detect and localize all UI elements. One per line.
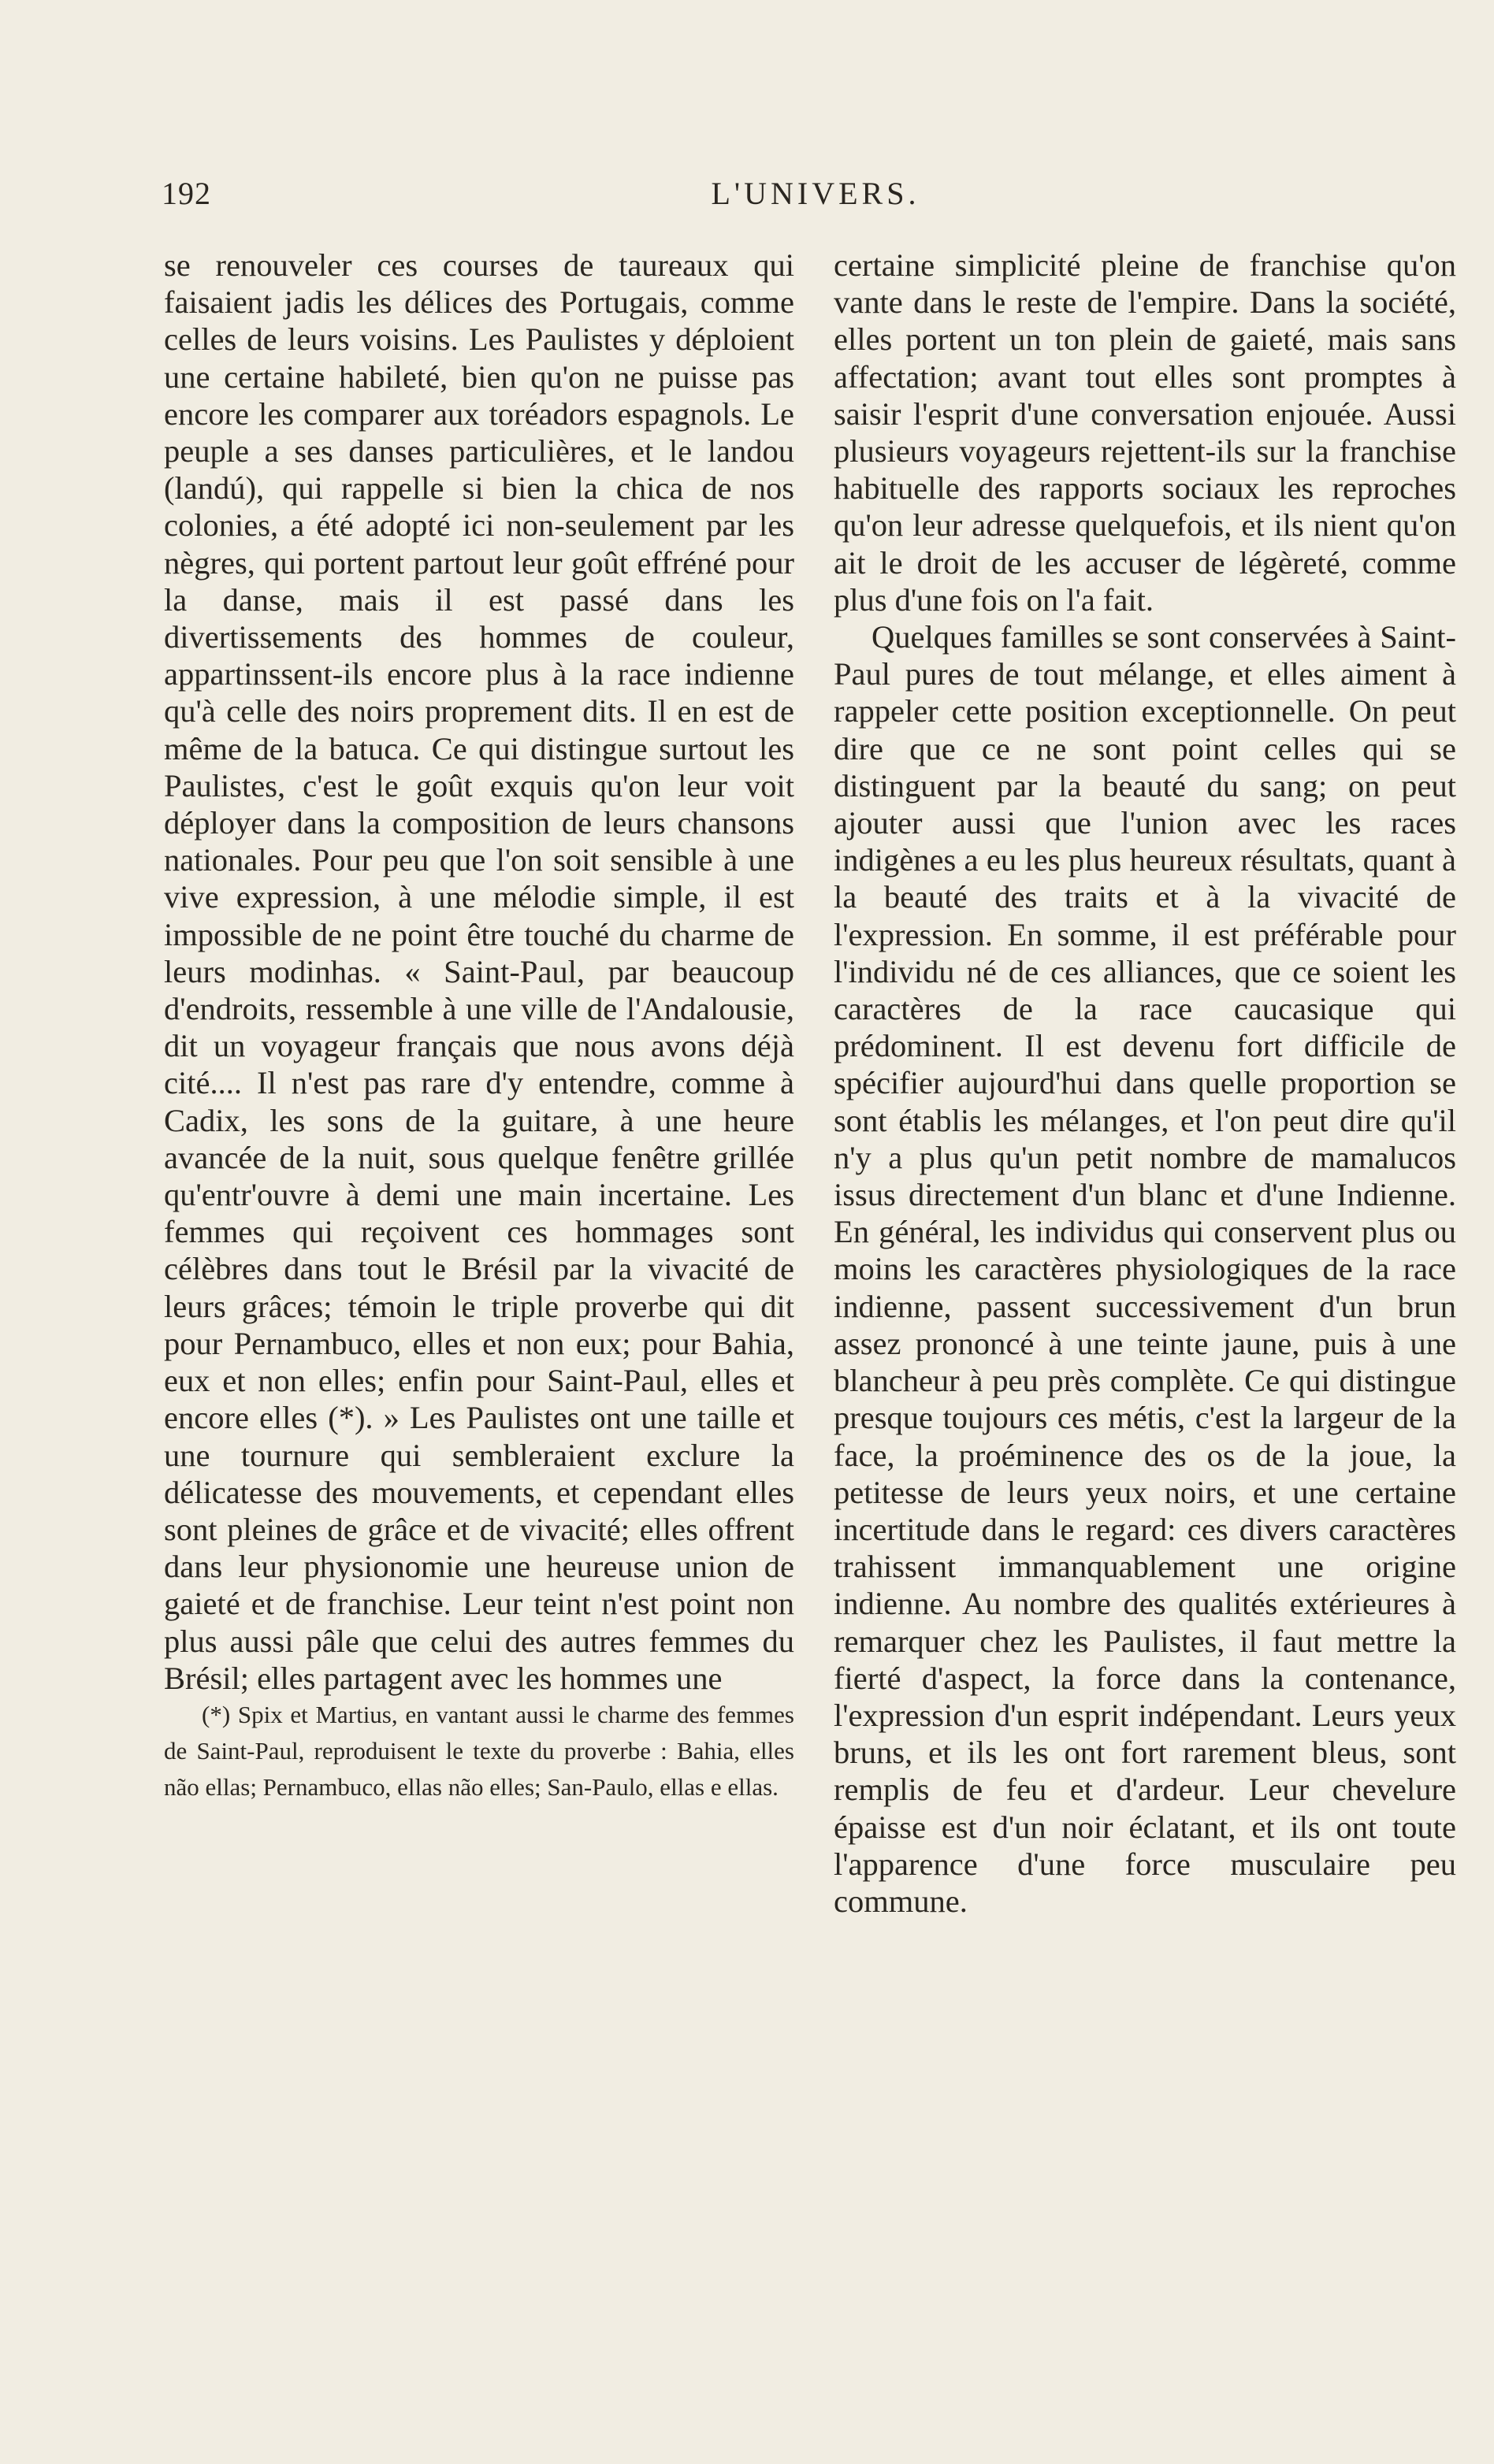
page-number: 192 bbox=[162, 176, 211, 211]
running-title: L'UNIVERS. bbox=[711, 176, 920, 211]
right-paragraph-2: Quelques familles se sont conservées à Saint-Paul pures de tout mélange, et elles aiment à rappeler cette position exceptionnelle. On peut dire que ce ne sont point celles qui se distinguent par la beauté du sang; on peut ajouter aussi que l'union avec les races indigènes a eu les plus heureux résultats, quant à la beauté des traits et à la vivacité de l'expression. En somme, il est préférable pour l'individu né de ces alliances, que ce soient les caractères de la race caucasique qui prédominent. Il est devenu fort difficile de spécifier aujourd'hui dans quelle proportion se sont établis les mélanges, et l'on peut dire qu'il n'y a plus qu'un petit nombre de mamalucos issus directement d'un blanc et d'une Indienne. En général, les individus qui conservent plus ou moins les caractères physiologiques de la race indienne, passent successivement d'un brun assez prononcé à une teinte jaune, puis à une blancheur à peu près complète. Ce qui distingue presque toujours ces métis, c'est la largeur de la face, la proéminence des os de la joue, la petitesse de leurs yeux noirs, et une certaine incertitude dans le regard: ces divers caractères trahissent immanquablement une origine indienne. Au nombre des qualités extérieures à remarquer chez les Paulistes, il faut mettre la fierté d'aspect, la force dans la contenance, l'expression d'un esprit indépendant. Leurs yeux bruns, et ils les ont fort rarement bleus, sont remplis de feu et d'ardeur. Leur chevelure épaisse est d'un noir éclatant, et ils ont toute l'apparence d'une force musculaire peu commune. bbox=[834, 619, 1456, 1919]
right-paragraph-1: certaine simplicité pleine de franchise qu'on vante dans le reste de l'empire. Dans la société, elles portent un ton plein de gaieté, mais sans affectation; avant tout elles sont promptes à saisir l'esprit d'une conversation enjouée. Aussi plusieurs voyageurs rejettent-ils sur la franchise habituelle des rapports sociaux les reproches qu'on leur adresse quelquefois, et ils nient qu'on ait le droit de les accuser de légèreté, comme plus d'une fois on l'a fait. bbox=[834, 247, 1456, 618]
running-head bbox=[162, 175, 1454, 222]
footnote: (*) Spix et Martius, en vantant aussi le charme des femmes de Saint-Paul, reproduisent le texte du proverbe : Bahia, elles não ellas; Pernambuco, ellas não elles; San-Paulo, ellas e ellas. bbox=[164, 1700, 794, 1801]
left-paragraph-1: se renouveler ces courses de taureaux qui faisaient jadis les délices des Portugais, comme celles de leurs voisins. Les Paulistes y déploient une certaine habileté, bien qu'on ne puisse pas encore les comparer aux toréadors espagnols. Le peuple a ses danses particulières, et le landou (landú), qui rappelle si bien la chica de nos colonies, a été adopté ici non-seulement par les nègres, qui portent partout leur goût effréné pour la danse, mais il est passé dans les divertissements des hommes de couleur, appartinssent-ils encore plus à la race indienne qu'à celle des noirs proprement dits. Il en est de même de la batuca. Ce qui distingue surtout les Paulistes, c'est le goût exquis qu'on leur voit déployer dans la composition de leurs chansons nationales. Pour peu que l'on soit sensible à une vive expression, à une mélodie simple, il est impossible de ne point être touché du charme de leurs modinhas. « Saint-Paul, par beaucoup d'endroits, ressemble à une ville de l'Andalousie, dit un voyageur français que nous avons déjà cité.... Il n'est pas rare d'y entendre, comme à Cadix, les sons de la guitare, à une heure avancée de la nuit, sous quelque fenêtre grillée qu'entr'ouvre à demi une main incertaine. Les femmes qui reçoivent ces hommages sont célèbres dans tout le Brésil par la vivacité de leurs grâces; témoin le triple proverbe qui dit pour Pernambuco, elles et non eux; pour Bahia, eux et non elles; enfin pour Saint-Paul, elles et encore elles (*). » Les Paulistes ont une taille et une tournure qui sembleraient exclure la délicatesse des mouvements, et cependant elles sont pleines de grâce et de vivacité; elles offrent dans leur physionomie une heureuse union de gaieté et de franchise. Leur teint n'est point non plus aussi pâle que celui des autres femmes du Brésil; elles partagent avec les hommes une bbox=[164, 247, 794, 1696]
left-column bbox=[164, 247, 794, 1805]
right-column bbox=[834, 247, 1456, 1920]
